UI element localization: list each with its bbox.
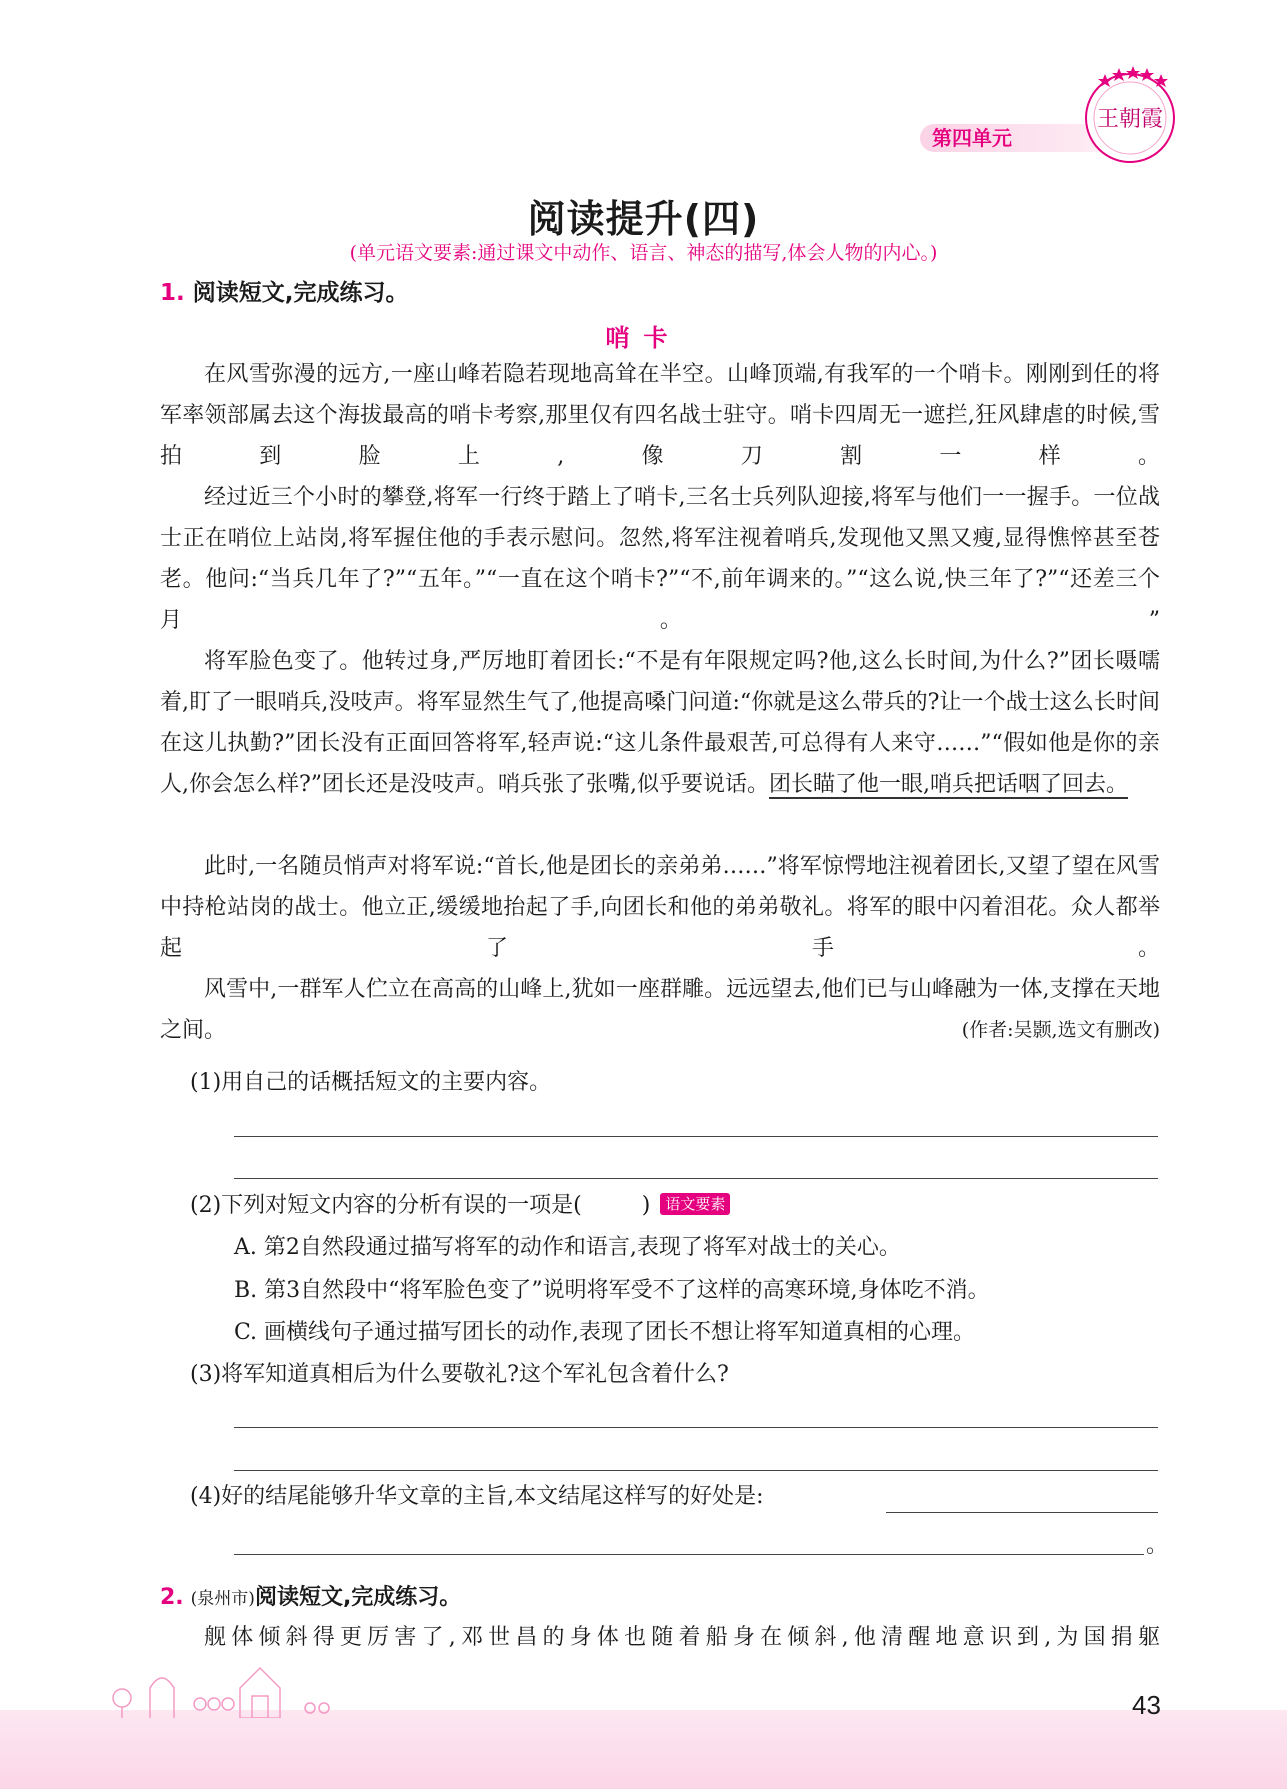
question-number: 1.	[160, 280, 185, 306]
question-source: (泉州市)	[190, 1589, 255, 1609]
paragraph-2: 经过近三个小时的攀登,将军一行终于踏上了哨卡,三名士兵列队迎接,将军与他们一一握手。一位战士正在哨位上站岗,将军握住他的手表示慰问。忽然,将军注视着哨兵,发现他又黑又瘦,显得憔悴甚至苍老。他问:“当兵几年了?”“五年。”“一直在这个哨卡?”“不,前年调来的。”“这么说,快三年了?”“还差三个月。”	[160, 485, 1160, 633]
subquestion-2	[190, 1190, 730, 1222]
question-1-heading	[160, 274, 409, 307]
option-c: C. 画横线句子通过描写团长的动作,表现了团长不想让将军知道真相的心理。	[234, 1320, 976, 1345]
paragraph-3	[160, 641, 1160, 805]
paragraph-1: 在风雪弥漫的远方,一座山峰若隐若现地高耸在半空。山峰顶端,有我军的一个哨卡。刚刚到任的将军率领部属去这个海拔最高的哨卡考察,那里仅有四名战士驻守。哨卡四周无一遮拦,狂风肆虐的时候,雪拍到脸上,像刀割一样。	[160, 362, 1160, 469]
question-instruction: 阅读短文,完成练习。	[192, 280, 409, 306]
answer-line[interactable]	[886, 1512, 1158, 1513]
footer-band	[0, 1710, 1287, 1789]
paragraph-3-text: 将军脸色变了。他转过身,严厉地盯着团长:“不是有年限规定吗?他,这么长时间,为什么?”团长嗫嚅着,盯了一眼哨兵,没吱声。将军显然生气了,他提高嗓门问道:“你就是这么带兵的?让一个战士这么长时间在这儿执勤?”团长没有正面回答将军,轻声说:“这儿条件最艰苦,可总得有人来守……”“假如他是你的亲人,你会怎么样?”团长还是没吱声。哨兵张了张嘴,似乎要说话。	[160, 649, 1160, 797]
answer-line[interactable]	[234, 1136, 1158, 1137]
subquestion-2-close: )	[641, 1193, 651, 1218]
badge-chinese-elements: 语文要素	[660, 1193, 730, 1215]
page-title: 阅读提升(四)	[527, 197, 760, 241]
paragraph-5	[160, 969, 1160, 1051]
svg-text:王朝霞: 王朝霞	[1096, 107, 1164, 132]
paragraph-5-text: 风雪中,一群军人伫立在高高的山峰上,犹如一座群雕。远远望去,他们已与山峰融为一体,支撑在天地之间。	[160, 977, 1160, 1043]
unit-requirement: (单元语文要素:通过课文中动作、语言、神态的描写,体会人物的内心。)	[349, 242, 938, 264]
option-b: B. 第3自然段中“将军脸色变了”说明将军受不了这样的高寒环境,身体吃不消。	[234, 1278, 990, 1303]
question-2-heading	[160, 1580, 461, 1611]
end-mark: 。	[1146, 1533, 1169, 1558]
question-instruction: 阅读短文,完成练习。	[254, 1585, 462, 1610]
author-credit: (作者:吴颢,选文有删改)	[961, 1019, 1160, 1041]
underlined-sentence: 团长瞄了他一眼,哨兵把话咽了回去。	[769, 772, 1129, 797]
subquestion-2-text: (2)下列对短文内容的分析有误的一项是(	[190, 1193, 582, 1218]
answer-line[interactable]	[234, 1427, 1158, 1428]
answer-line[interactable]	[234, 1554, 1144, 1555]
footer-castle-decoration	[110, 1648, 350, 1718]
option-a: A. 第2自然段通过描写将军的动作和语言,表现了将军对战士的关心。	[234, 1235, 901, 1260]
passage-title: 哨卡	[605, 324, 682, 352]
publisher-logo	[1075, 60, 1185, 170]
answer-line[interactable]	[234, 1178, 1158, 1179]
q2-passage-line: 舰体倾斜得更厉害了,邓世昌的身体也随着船身在倾斜,他清醒地意识到,为国捐躯	[204, 1625, 1160, 1650]
subquestion-3: (3)将军知道真相后为什么要敬礼?这个军礼包含着什么?	[190, 1362, 729, 1387]
subquestion-4: (4)好的结尾能够升华文章的主旨,本文结尾这样写的好处是:	[190, 1484, 764, 1509]
unit-label: 第四单元	[932, 126, 1012, 150]
answer-line[interactable]	[234, 1470, 1158, 1471]
page-number: 43	[1132, 1690, 1161, 1720]
subquestion-1: (1)用自己的话概括短文的主要内容。	[190, 1070, 552, 1095]
paragraph-4: 此时,一名随员悄声对将军说:“首长,他是团长的亲弟弟……”将军惊愕地注视着团长,又望了望在风雪中持枪站岗的战士。他立正,缓缓地抬起了手,向团长和他的弟弟敬礼。将军的眼中闪着泪花。众人都举起了手。	[160, 854, 1160, 961]
question-number: 2.	[160, 1585, 184, 1610]
